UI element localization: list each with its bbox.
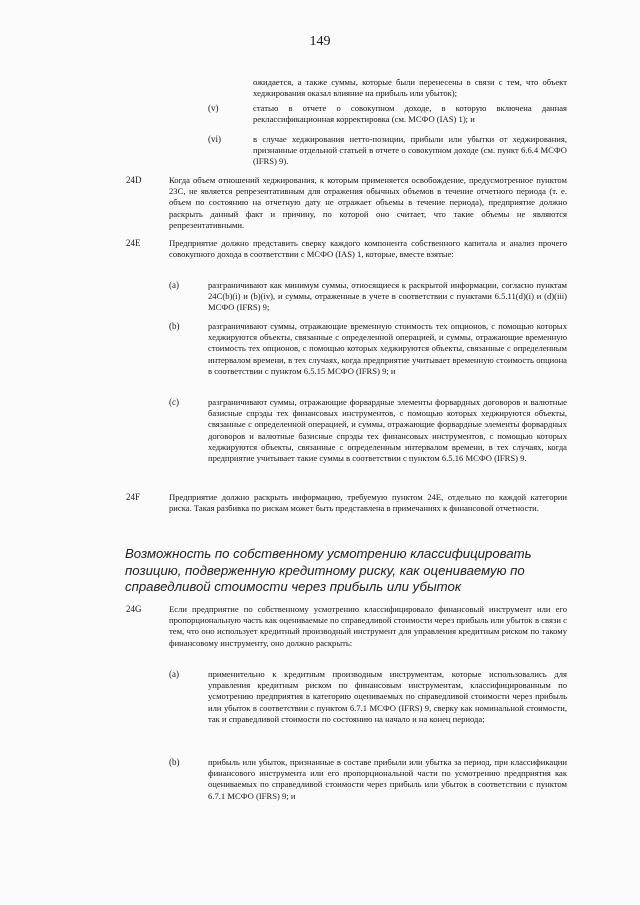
- item-24g-a-text: применительно к кредитным производным инструментам, которые использовались для управления кредитным риском по финансовым инструментам, классифицированным по усмотрению предприятия в категорию оцениваемых по справедливой стоимости через прибыль или убыток в соответствии с пунктом 6.7.1 МСФО (IFRS) 9, сверку как номинальной стоимости, так и справедливой стоимости по состоянию на начало и на конец периода;: [208, 669, 567, 724]
- item-v-text: статью в отчете о совокупном доходе, в которую включена данная реклассификационная корректировка (см. МСФО (IAS) 1); и: [253, 103, 567, 125]
- paragraph-24e-text: Предприятие должно представить сверку каждого компонента собственного капитала и анализ прочего совокупного дохода в соответствии с МСФО (IAS) 1, которые, вместе взятые:: [169, 238, 567, 260]
- item-vi-text: в случае хеджирования нетто-позиции, прибыли или убытки от хеджирования, признанные отдельной статьей в отчете о совокупном доходе (см. пункт 6.6.4 МСФО (IFRS) 9).: [253, 134, 567, 167]
- continuation-text: ожидается, а также суммы, которые были перенесены в связи с тем, что объект хеджирования оказал влияние на прибыль или убыток);: [253, 77, 567, 99]
- section-heading: Возможность по собственному усмотрению классифицировать позицию, подверженную кредитному риску, как оцениваемую по справедливой стоимости через прибыль или убыток: [125, 546, 532, 594]
- item-24g-a-label: (a): [169, 669, 179, 679]
- item-v-label: (v): [208, 103, 219, 113]
- paragraph-24f-label: 24F: [126, 492, 141, 502]
- item-24e-c-text: разграничивают суммы, отражающие форвардные элементы форвардных договоров и валютные базисные спрэды тех финансовых инструментов, с помощью которых хеджируются объекты, связанные с определенной операцией, и суммы, отражающие форвардные элементы форвардных договоров и валютные базисные спрэды тех финансовых инструментов, с помощью которых хеджируются объекты, связанные с определенным интервалом времени, в тех случаях, когда предприятие учитывает такие суммы в соответствии с пунктом 6.5.16 МСФО (IFRS) 9.: [208, 397, 567, 464]
- paragraph-24d-text: Когда объем отношений хеджирования, к которым применяется освобождение, предусмотренное пунктом 23C, не является репрезентативным для отражения обычных объемов в течение отчетного периода (т. е. объем по состоянию на отчетную дату не отражает объемы в течение периода), предприятие должно раскрыть данный факт и причину, по которой оно считает, что такие объемы не являются репрезентативными.: [169, 175, 567, 230]
- item-24e-b-label: (b): [169, 321, 180, 331]
- item-24e-b-text: разграничивают суммы, отражающие временную стоимость тех опционов, с помощью которых хеджируются объекты, связанные с определенной операцией, и суммы, отражающие временную стоимость тех опционов, с помощью которых хеджируются объекты, связанные с определенным интервалом времени, в тех случаях, когда предприятие учитывает временную стоимость опциона в соответствии с пунктом 6.5.15 МСФО (IFRS) 9; и: [208, 321, 567, 376]
- paragraph-24f-text: Предприятие должно раскрыть информацию, требуемую пунктом 24E, отдельно по каждой категории риска. Такая разбивка по рискам может быть представлена в примечаниях к финансовой отчетности.: [169, 492, 567, 514]
- paragraph-24g-text: Если предприятие по собственному усмотрению классифицировало финансовый инструмент или его пропорциональную часть как оцениваемые по справедливой стоимости через прибыль или убыток в связи с тем, что оно использует кредитный производный инструмент для управления кредитным риском по такому финансовому инструменту, оно должно раскрыть:: [169, 604, 567, 648]
- item-24e-a-label: (a): [169, 280, 179, 290]
- item-24e-a-text: разграничивают как минимум суммы, относящиеся к раскрытой информации, согласно пунктам 24C(b)(i) и (b)(iv), и суммы, отраженные в учете в соответствии с пунктами 6.5.11(d)(i) и (d)(iii) МСФО (IFRS) 9;: [208, 280, 567, 313]
- paragraph-24e-label: 24E: [126, 238, 141, 248]
- item-24e-c-label: (c): [169, 397, 179, 407]
- item-vi-label: (vi): [208, 134, 221, 144]
- item-24g-b-label: (b): [169, 757, 180, 767]
- paragraph-24d-label: 24D: [126, 175, 142, 185]
- paragraph-24g-label: 24G: [126, 604, 142, 614]
- item-24g-b-text: прибыль или убыток, признанные в составе прибыли или убытка за период, при классификации финансового инструмента или его пропорциональной части по усмотрению предприятия как оцениваемых по справедливой стоимости через прибыль или убыток в соответствии с пунктом 6.7.1 МСФО (IFRS) 9; и: [208, 757, 567, 801]
- page-number: 149: [309, 34, 331, 49]
